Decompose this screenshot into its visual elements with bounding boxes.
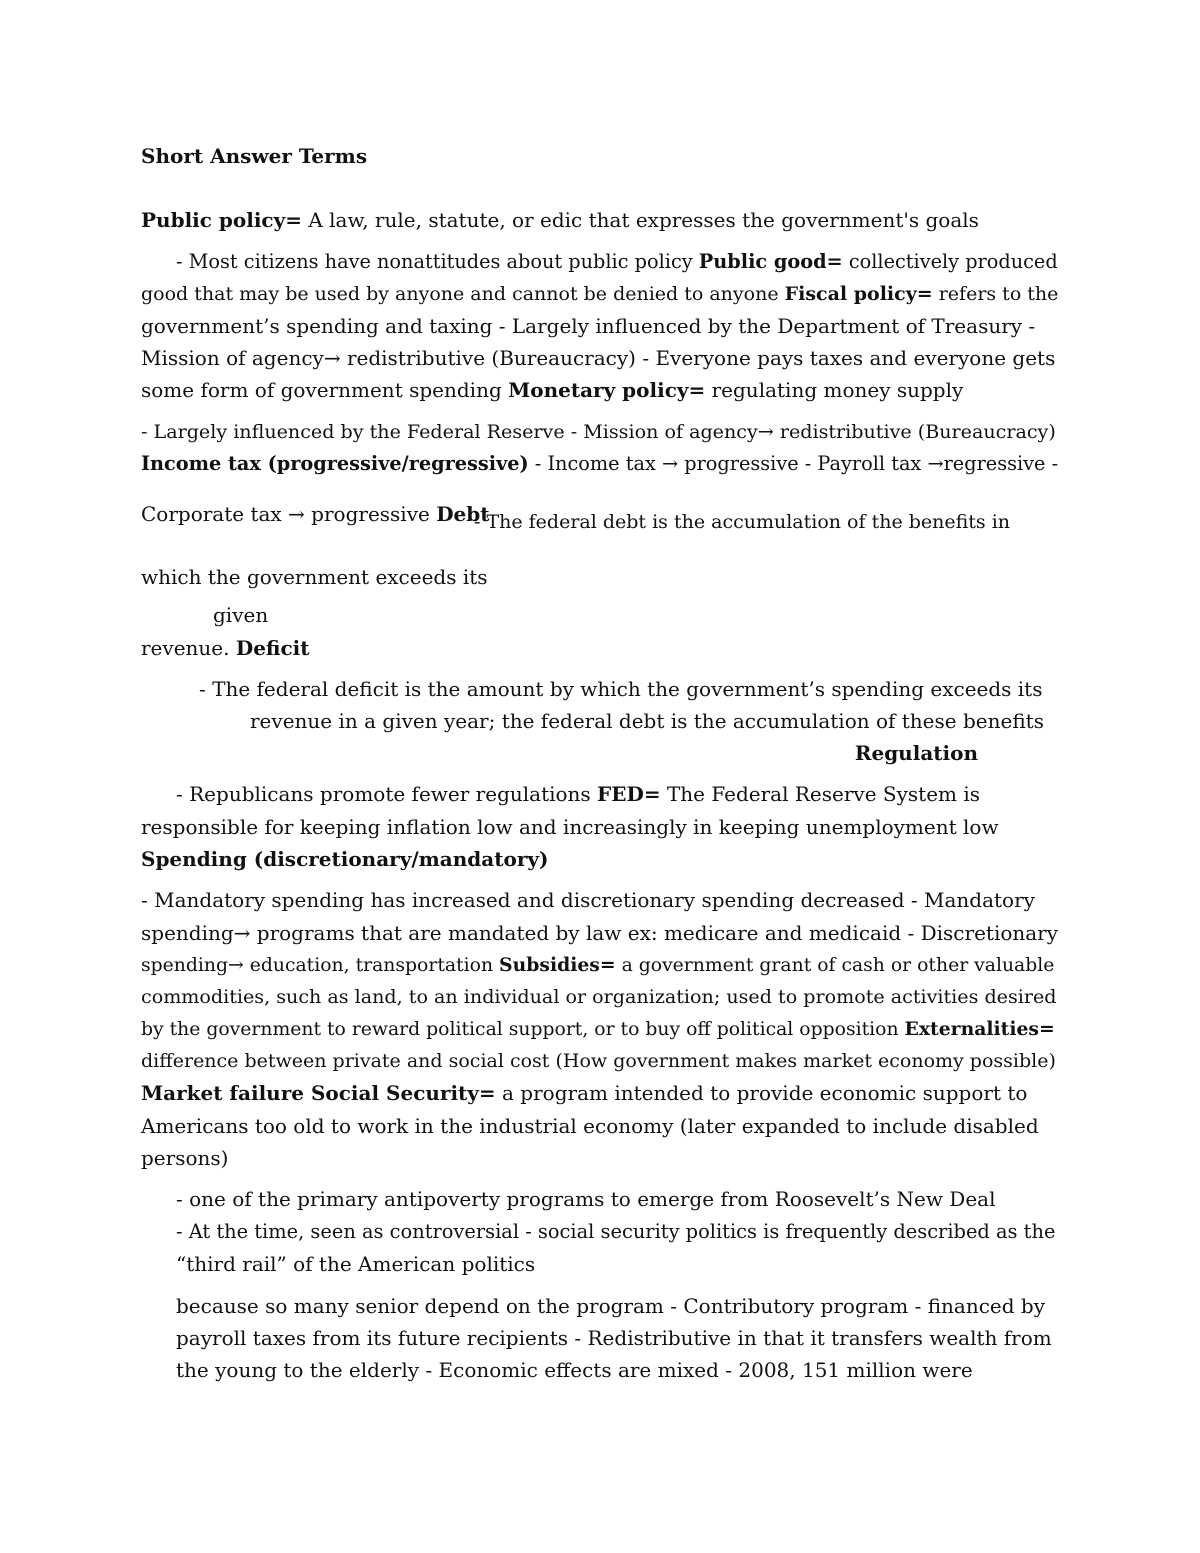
term-label: FED= — [597, 782, 661, 806]
text-line — [176, 782, 980, 806]
text-line — [176, 1358, 973, 1382]
line-text: commodities, such as land, to an individual or organization; used to promote activities desired — [141, 985, 1057, 1008]
text-line — [141, 1017, 1055, 1042]
line-text: spending→ education, transportation — [141, 955, 500, 976]
text-line — [141, 1146, 228, 1170]
text-line — [213, 603, 268, 627]
text-line — [250, 709, 1044, 733]
term-label: Debt — [436, 502, 490, 526]
line-text: - Republicans promote fewer regulations — [176, 782, 598, 806]
text-line — [141, 378, 963, 402]
line-text: refers to the — [932, 283, 1059, 305]
line-text: persons) — [141, 1146, 229, 1170]
term-label: Deficit — [235, 636, 310, 660]
text-line — [141, 208, 979, 232]
text-line — [141, 1049, 1056, 1073]
text-line — [141, 452, 1058, 476]
text-line — [141, 815, 999, 839]
line-text: some form of government spending — [141, 378, 509, 402]
line-text: revenue. — [141, 636, 236, 660]
line-text: regulating money supply — [705, 378, 964, 402]
line-text: - Income tax → progressive - Payroll tax →regressive - — [528, 452, 1059, 475]
line-text: A law, rule, statute, or edic that expresses the government's goals — [301, 208, 979, 232]
document-title: Short Answer Terms — [141, 144, 368, 168]
line-text: by the government to reward political support, or to buy off political opposition — [141, 1019, 905, 1040]
term-label: Public policy= — [141, 208, 302, 232]
text-line — [141, 502, 490, 526]
line-text: a government grant of cash or other valuable — [615, 955, 1055, 976]
term-label: Monetary policy= — [508, 378, 706, 402]
line-text: given — [213, 603, 269, 627]
term-label: Externalities= — [904, 1018, 1055, 1040]
line-text: - one of the primary antipoverty programs to emerge from Roosevelt’s New Deal — [176, 1187, 996, 1211]
line-text: - Most citizens have nonattitudes about public policy — [176, 250, 699, 273]
line-text: - Largely influenced by the Federal Reserve - Mission of agency→ redistributive (Bureaucracy) — [141, 420, 1056, 443]
term-label: Subsidies= — [499, 954, 616, 976]
line-text: - At the time, seen as controversial - social security politics is frequently described as the — [176, 1220, 1056, 1243]
line-text: Americans too old to work in the industrial economy (later expanded to include disabled — [141, 1114, 1039, 1138]
text-line — [141, 282, 1058, 306]
line-text: which the government exceeds its — [141, 565, 488, 589]
line-text: The Federal Reserve System is — [660, 782, 981, 806]
line-text: - The federal debt is the accumulation of the benefits in — [474, 511, 1011, 533]
line-text: collectively produced — [842, 250, 1058, 273]
text-line — [474, 510, 1010, 534]
line-text: Mission of agency→ redistributive (Bureaucracy) - Everyone pays taxes and everyone gets — [141, 346, 1056, 370]
line-text: difference between private and social cost (How government makes market economy possible) — [141, 1050, 1056, 1072]
text-line — [141, 921, 1058, 945]
text-line — [141, 565, 488, 589]
line-text: - The federal deficit is the amount by which the government’s spending exceeds its — [199, 677, 1043, 701]
text-line — [141, 985, 1057, 1009]
term-label: Regulation — [854, 741, 978, 765]
line-text: government’s spending and taxing - Largely influenced by the Department of Treasury - — [141, 314, 1036, 338]
line-text: revenue in a given year; the federal debt is the accumulation of these benefits — [250, 709, 1044, 733]
line-text: good that may be used by anyone and cannot be denied to anyone — [141, 283, 785, 305]
text-line — [199, 677, 1043, 701]
term-label: Market failure Social Security= — [141, 1081, 496, 1105]
text-line — [141, 314, 1035, 338]
line-text: responsible for keeping inflation low and increasingly in keeping unemployment low — [141, 815, 999, 839]
text-line — [176, 1252, 535, 1276]
text-line — [141, 888, 1035, 912]
text-line — [176, 1220, 1055, 1244]
term-label: Fiscal policy= — [784, 283, 933, 305]
line-text: the young to the elderly - Economic effects are mixed - 2008, 151 million were — [176, 1358, 973, 1382]
text-line — [141, 1114, 1039, 1138]
line-text: a program intended to provide economic support to — [495, 1081, 1028, 1105]
text-line — [141, 420, 1056, 444]
line-text: spending→ programs that are mandated by law ex: medicare and medicaid - Discretionary — [141, 921, 1059, 945]
term-label: Income tax (progressive/regressive) — [141, 452, 529, 475]
text-line — [141, 346, 1055, 370]
text-line — [176, 1187, 996, 1211]
line-text: payroll taxes from its future recipients - Redistributive in that it transfers wealth from — [176, 1326, 1052, 1350]
text-line — [141, 847, 548, 871]
text-line — [176, 250, 1058, 274]
text-line — [176, 1294, 1045, 1318]
text-line — [141, 636, 309, 660]
text-line — [141, 953, 1054, 978]
text-line — [176, 1326, 1052, 1350]
term-label: Spending (discretionary/mandatory) — [141, 847, 549, 871]
text-line — [141, 1081, 1027, 1105]
line-text: “third rail” of the American politics — [176, 1252, 536, 1276]
term-label: Public good= — [698, 250, 843, 273]
line-text: Corporate tax → progressive — [141, 502, 437, 526]
line-text: - Mandatory spending has increased and discretionary spending decreased - Mandatory — [141, 888, 1035, 912]
text-line — [855, 741, 978, 765]
line-text: because so many senior depend on the program - Contributory program - financed by — [176, 1294, 1046, 1318]
